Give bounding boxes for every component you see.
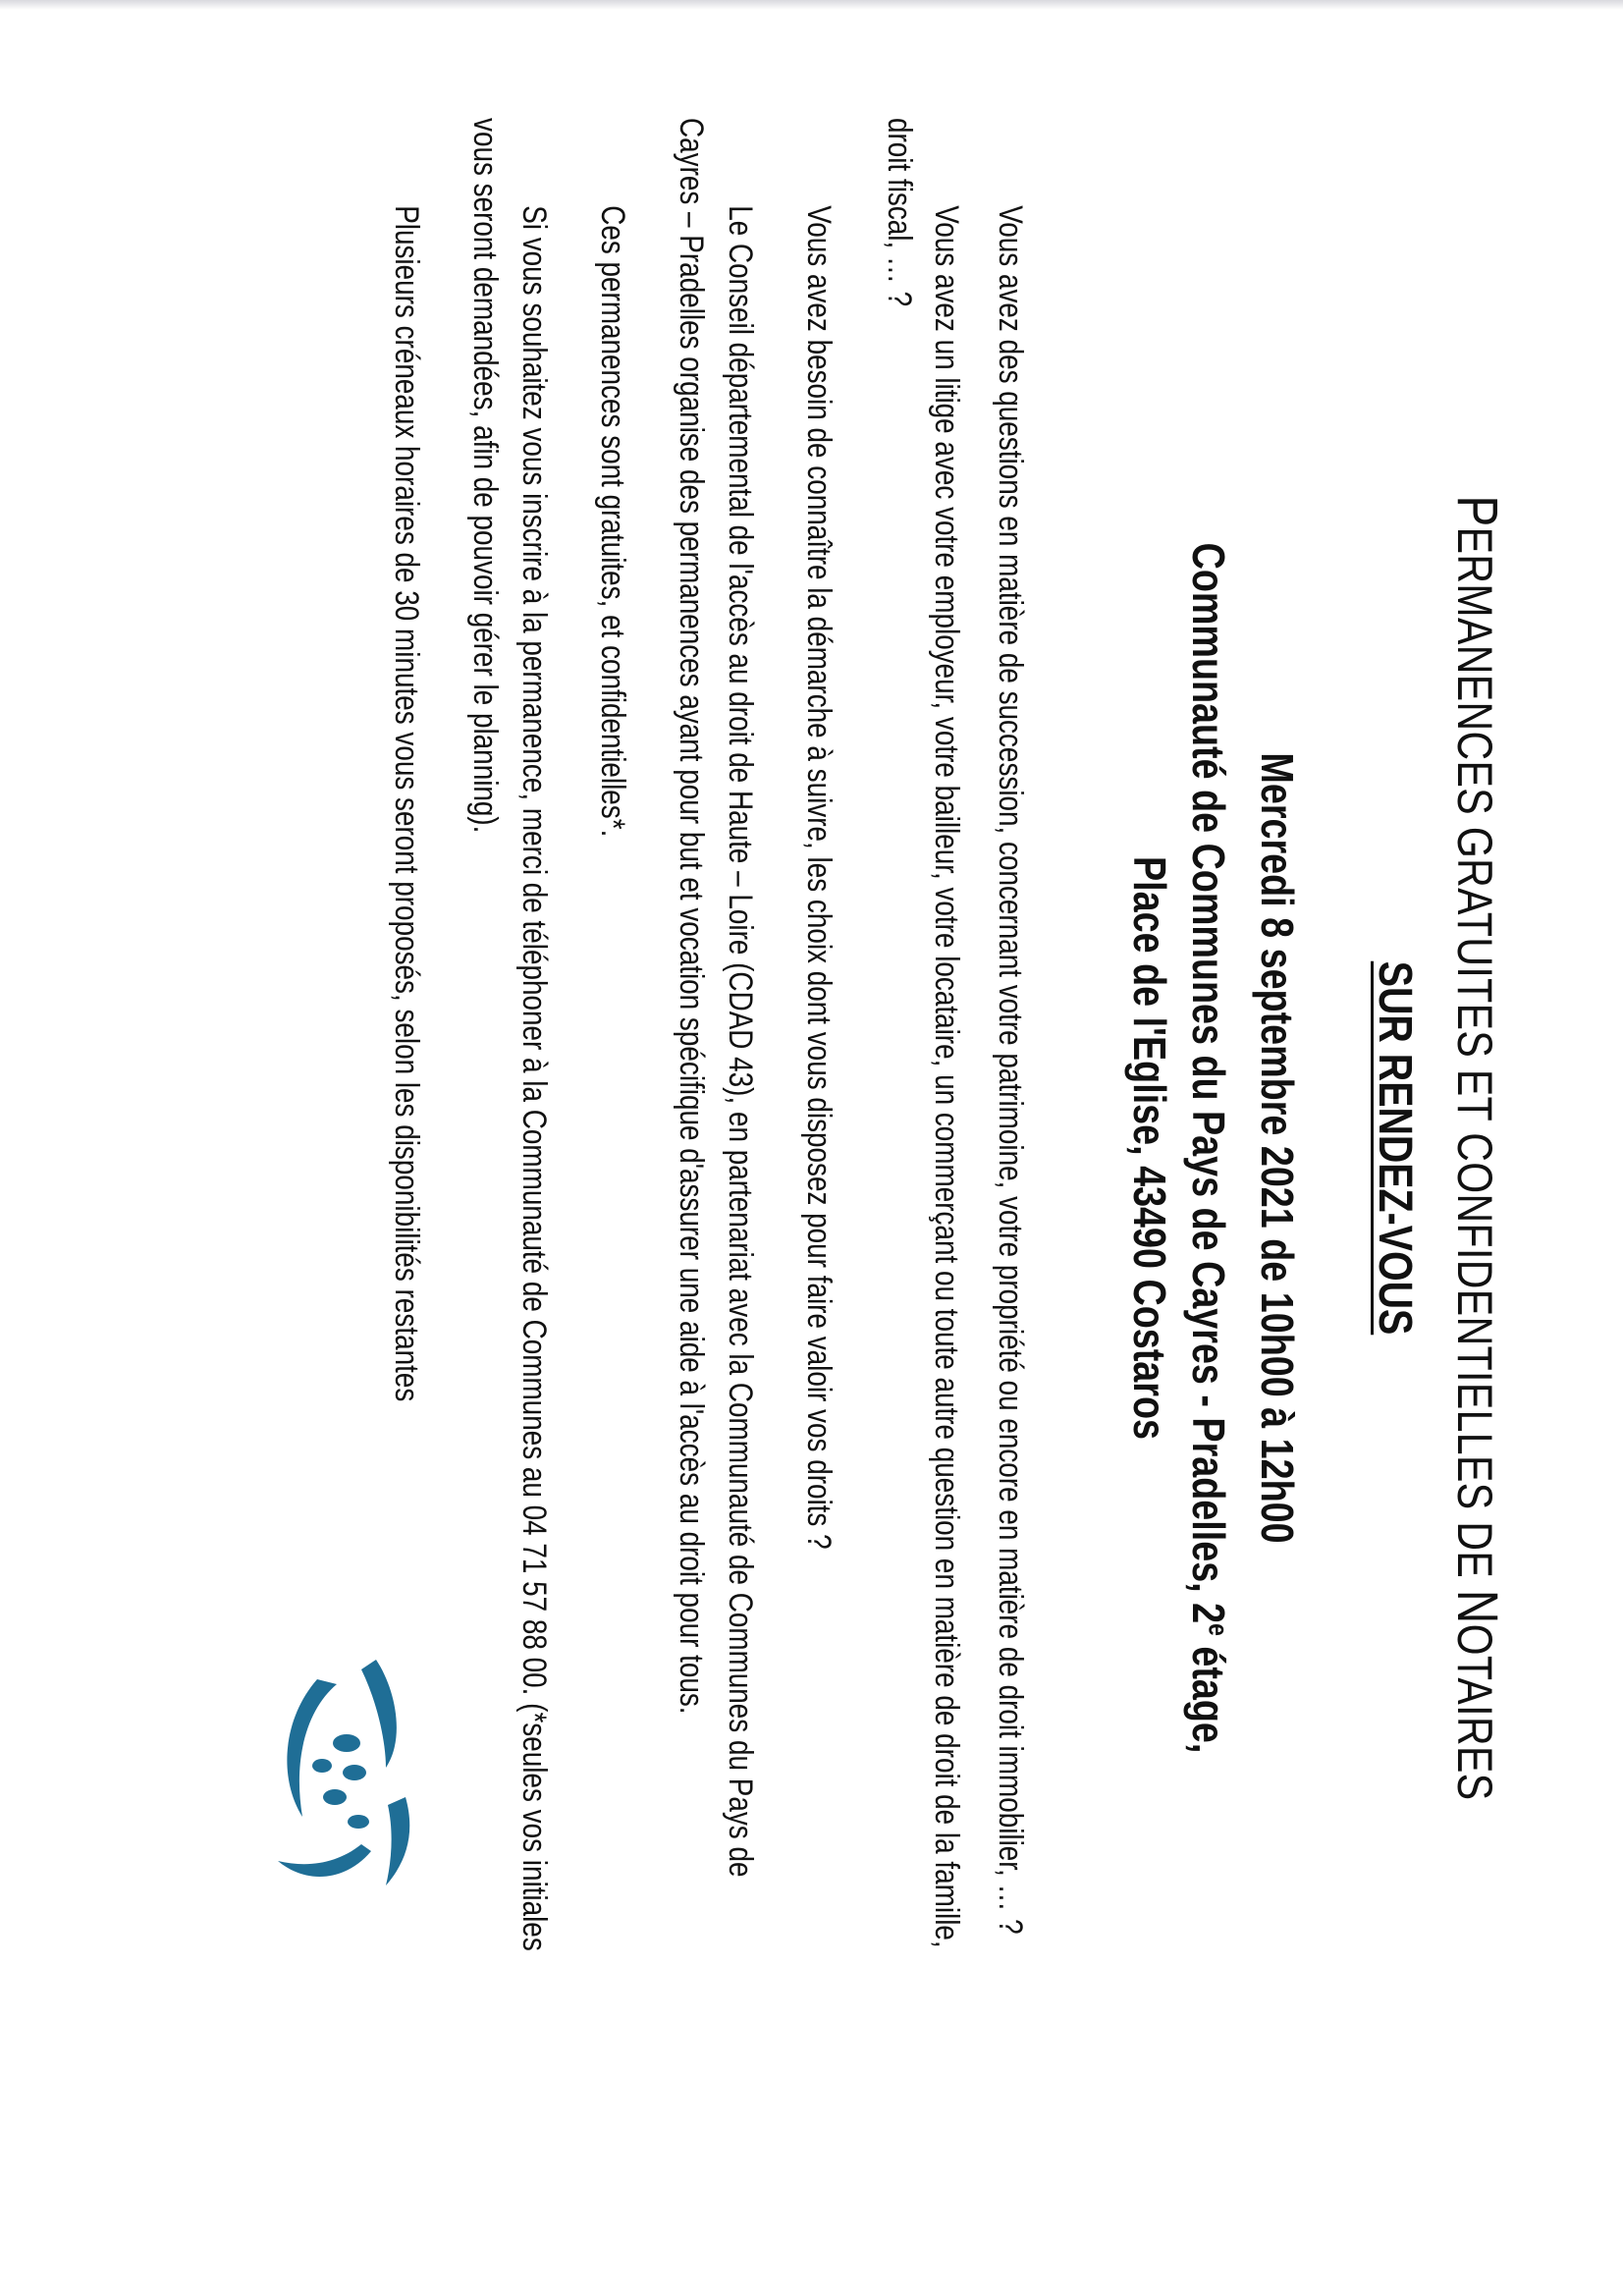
paragraph-inscription bbox=[511, 157, 558, 1951]
event-venue bbox=[1182, 206, 1235, 2089]
event-address: Place de l'Eglise, 43490 Costaros bbox=[1124, 856, 1175, 1440]
title-initial-n: N bbox=[1445, 1589, 1509, 1624]
paragraph-text: Ces permanences sont gratuites, et confidentielles*. bbox=[594, 205, 631, 838]
cdad-logo-icon bbox=[268, 1650, 415, 1905]
venue-floor-superscript: e bbox=[1203, 1623, 1234, 1636]
paragraph-text: Vous avez un litige avec votre employeur, votre bailleur, votre locataire, un commerçant ou toute autre question en matière de droit de la famille, bbox=[928, 205, 965, 1948]
subtitle-text: SUR RENDEZ-VOUS bbox=[1369, 960, 1421, 1336]
paragraph-demarche bbox=[795, 157, 842, 1921]
paragraph-text: Le Conseil départemental de l'accès au droit de Haute – Loire (CDAD 43), en partenariat avec la Communauté de Communes du Pays de bbox=[722, 205, 759, 1878]
paragraph-text: Vous avez des questions en matière de succession, concernant votre patrimoine, votre propriété ou encore en matière de droit immobilier, … ? bbox=[992, 205, 1029, 1935]
document-subtitle bbox=[1368, 206, 1422, 2089]
paragraph-inscription-continued: vous seront demandées, afin de pouvoir gérer le planning). bbox=[466, 118, 504, 834]
paragraph-text: Vous avez besoin de connaître la démarche à suivre, les choix dont vous disposez pour faire valoir vos droits ? bbox=[800, 205, 838, 1550]
event-date: Mercredi 8 septembre 2021 de 10h00 à 12h00 bbox=[1252, 752, 1303, 1544]
title-initial-p: P bbox=[1445, 495, 1509, 527]
paragraph-text: Si vous souhaitez vous inscrire à la permanence, merci de téléphoner à la Communauté de Communes au 04 71 57 88 00. (*seules vos initiales bbox=[515, 205, 553, 1951]
paragraph-litige bbox=[923, 157, 970, 1948]
paragraph-text: Plusieurs créneaux horaires de 30 minutes vous seront proposés, selon les disponibilités restantes bbox=[388, 205, 425, 1402]
paragraph-litige-continued: droit fiscal, … ? bbox=[881, 118, 918, 307]
title-text-part1: ERMANENCES GRATUITES ET CONFIDENTIELLES DE bbox=[1447, 526, 1502, 1590]
venue-text: Communauté de Communes du Pays de Cayres - Pradelles, 2 bbox=[1183, 542, 1234, 1624]
paragraph-cdad-continued: Cayres – Pradelles organise des permanences ayant pour but et vocation spécifique d'assurer une aide à l'accès au droit pour tous. bbox=[673, 118, 710, 1715]
paragraph-succession bbox=[987, 157, 1034, 1935]
paragraph-gratuites bbox=[589, 157, 636, 1921]
title-text-part2: OTAIRES bbox=[1447, 1623, 1502, 1801]
paragraph-cdad bbox=[717, 157, 764, 1921]
document-title bbox=[1444, 206, 1510, 2089]
venue-floor-text: étage, bbox=[1183, 1635, 1234, 1754]
